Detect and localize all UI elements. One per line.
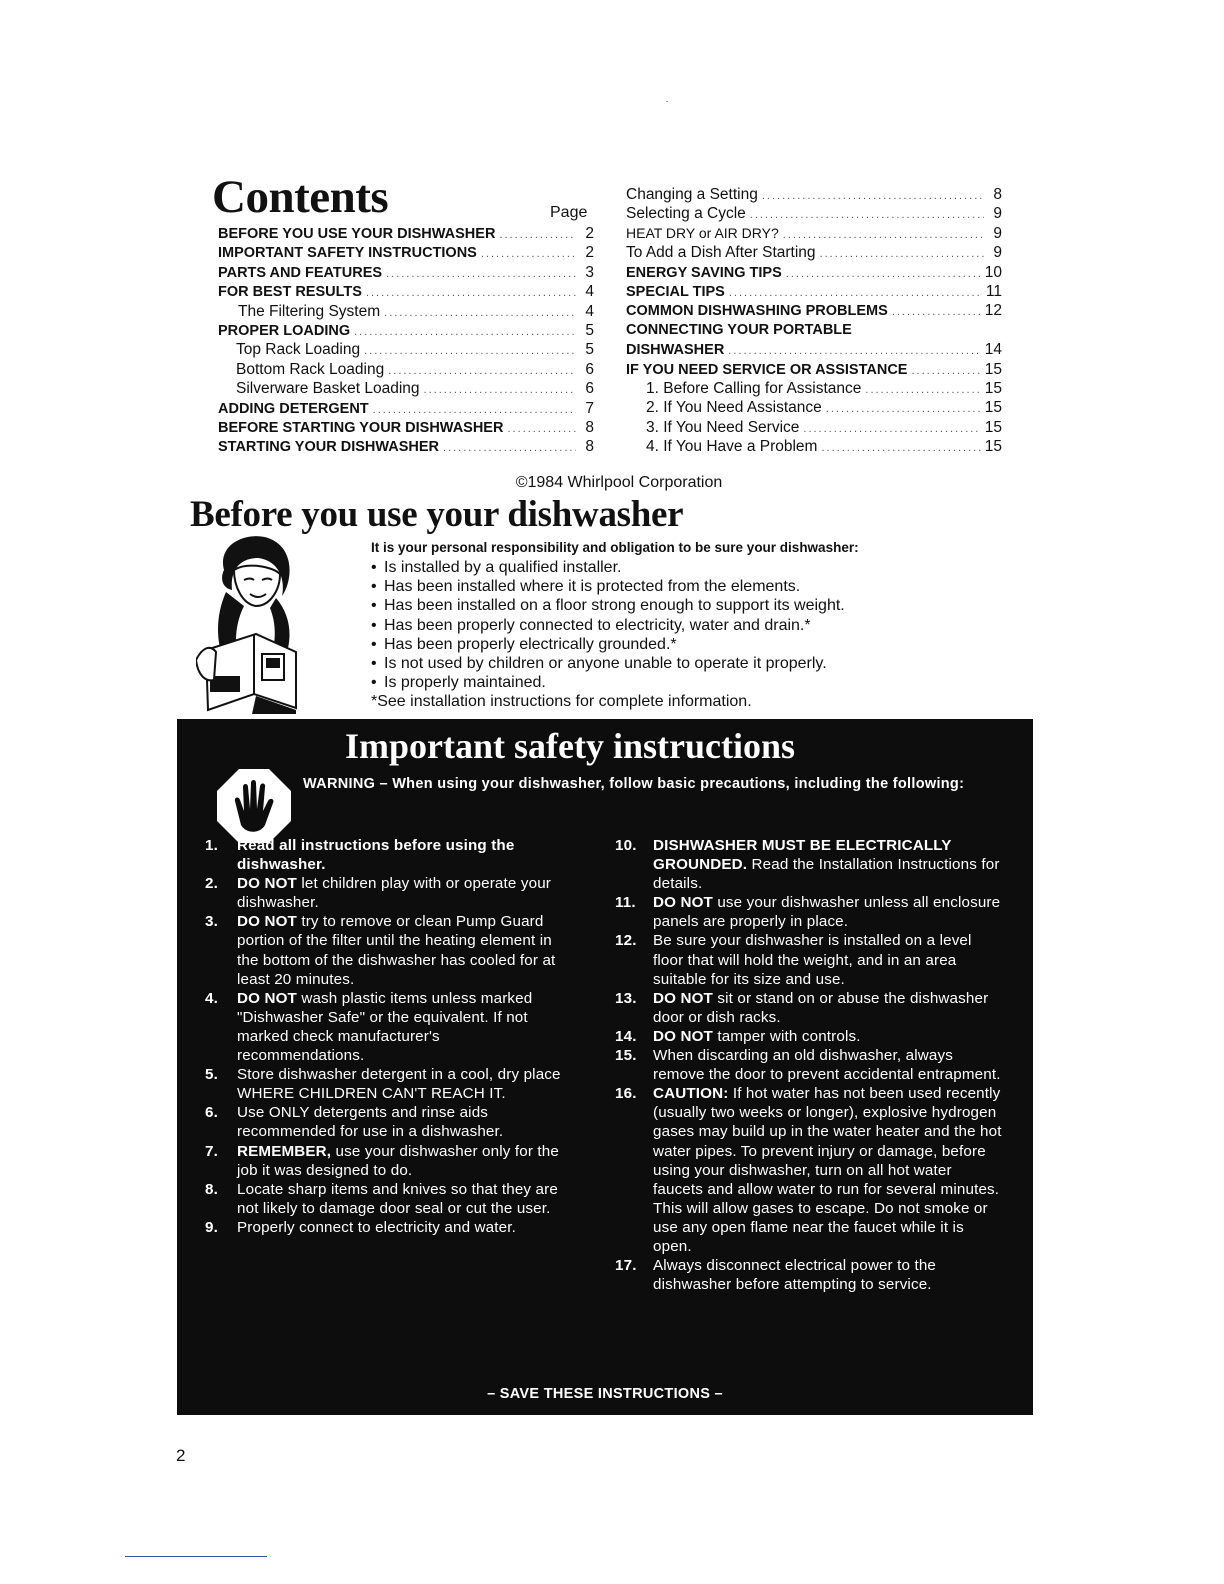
save-instructions-banner: – SAVE THESE INSTRUCTIONS –	[487, 1386, 723, 1402]
safety-item-body: sit or stand on or abuse the dishwasher door or dish racks.	[653, 989, 989, 1026]
toc-entry	[218, 303, 594, 322]
toc-entry-title: ADDING DETERGENT	[218, 400, 369, 417]
toc-entry-page: 7	[585, 399, 594, 417]
safety-item-text	[653, 1084, 1005, 1256]
toc-entry-title: Selecting a Cycle	[626, 205, 746, 223]
safety-item-text	[237, 836, 565, 874]
toc-entry-title: To Add a Dish After Starting	[626, 244, 816, 262]
safety-item-body: Store dishwasher detergent in a cool, dry place WHERE CHILDREN CAN'T REACH IT.	[237, 1066, 561, 1103]
toc-entry-title: Changing a Setting	[626, 186, 758, 203]
toc-entry-title: 4. If You Have a Problem	[646, 438, 818, 456]
toc-entry	[218, 400, 594, 419]
toc-dot-leader	[892, 306, 981, 318]
safety-item-emphasis: DO NOT	[653, 1027, 713, 1045]
toc-entry-page: 8	[993, 186, 1002, 203]
toc-entry-page: 9	[993, 224, 1002, 242]
toc-dot-leader	[384, 307, 576, 319]
safety-item-number: 4.	[205, 989, 218, 1007]
toc-entry	[218, 341, 594, 360]
toc-entry	[218, 264, 594, 283]
toc-dot-leader	[507, 423, 576, 435]
responsibility-item	[371, 636, 1051, 655]
toc-entry-page: 15	[984, 418, 1002, 436]
safety-item	[615, 989, 1005, 1027]
toc-entry-page: 9	[993, 205, 1002, 223]
toc-entry-page: 9	[993, 244, 1002, 262]
toc-dot-leader	[354, 326, 576, 338]
responsibility-item-text: Has been installed where it is protected from the elements.	[384, 578, 801, 596]
woman-reading-manual-illustration	[196, 530, 300, 714]
toc-entry	[218, 419, 594, 438]
responsibility-item	[371, 617, 1051, 636]
safety-item-number: 17.	[615, 1257, 637, 1275]
safety-item-body: use your dishwasher unless all enclosure panels are properly in place.	[653, 894, 1001, 931]
responsibility-item	[371, 559, 1051, 578]
responsibility-item-text: Is properly maintained.	[384, 674, 546, 692]
safety-item	[615, 1027, 1005, 1046]
safety-item-text	[237, 1218, 565, 1237]
bottom-rule	[125, 1556, 267, 1557]
toc-entry-title: Top Rack Loading	[236, 341, 361, 359]
toc-dot-leader	[821, 442, 980, 454]
toc-dot-leader	[481, 248, 576, 260]
toc-dot-leader	[424, 384, 576, 396]
toc-dot-leader	[366, 287, 576, 299]
toc-dot-leader	[783, 229, 984, 241]
safety-item-number: 15.	[615, 1047, 637, 1065]
safety-item-body: try to remove or clean Pump Guard portion of the filter until the heating element in the bottom of the dishwasher has cooled for at least 20 minutes.	[237, 913, 556, 988]
safety-item-number: 2.	[205, 875, 218, 893]
toc-entry-title: COMMON DISHWASHING PROBLEMS	[626, 303, 888, 320]
safety-item-body: If hot water has not been used recently (usually two weeks or longer), explosive hydrogen gases may build up in the water heater and the hot water pipes. To prevent injury or damage, before using your dishwasher, turn on all hot water faucets and allow water to run for several minutes. This will allow gases to escape. Do not smoke or use any open flame near the faucet while it is open.	[653, 1085, 1002, 1255]
bullet-icon: •	[371, 654, 377, 672]
toc-entry	[626, 322, 1002, 341]
responsibility-item	[371, 578, 1051, 597]
toc-entry-page: 4	[585, 283, 594, 301]
toc-entry	[218, 244, 594, 263]
responsibility-item	[371, 674, 1051, 693]
responsibility-list	[371, 559, 1051, 693]
safety-item-emphasis: REMEMBER,	[237, 1142, 332, 1160]
safety-item-text	[237, 1103, 565, 1141]
responsibility-item	[371, 597, 1051, 616]
safety-item-number: 6.	[205, 1104, 218, 1122]
toc-entry-title: CONNECTING YOUR PORTABLE	[626, 321, 852, 338]
safety-item-emphasis: DISHWASHER MUST BE ELECTRICALLY GROUNDED.	[653, 837, 952, 874]
responsibility-block	[371, 540, 1051, 712]
safety-item-text	[237, 1142, 565, 1180]
safety-item-number: 7.	[205, 1142, 218, 1160]
toc-dot-leader	[364, 345, 576, 357]
toc-entry-title: Bottom Rack Loading	[236, 360, 385, 378]
responsibility-item-text: Is installed by a qualified installer.	[384, 559, 622, 576]
safety-item-number: 11.	[615, 894, 636, 912]
safety-item-text	[653, 1027, 1005, 1046]
safety-item	[615, 931, 1005, 988]
toc-entry-title: BEFORE YOU USE YOUR DISHWASHER	[218, 226, 496, 242]
page-number: 2	[176, 1446, 186, 1465]
safety-item-emphasis: DO NOT	[237, 875, 297, 893]
safety-item-number: 9.	[205, 1218, 218, 1236]
safety-item-number: 13.	[615, 989, 637, 1007]
toc-entry	[626, 264, 1002, 283]
safety-item-text	[653, 989, 1005, 1027]
safety-item-text	[237, 1065, 565, 1103]
toc-entry-page: 5	[585, 321, 594, 339]
responsibility-item-text: Has been installed on a floor strong enough to support its weight.	[384, 597, 845, 615]
safety-item-emphasis: Read all instructions before using the dishwasher.	[237, 837, 515, 874]
safety-item	[615, 1046, 1005, 1084]
toc-dot-leader	[373, 404, 576, 416]
toc-entry-page: 14	[984, 341, 1002, 359]
safety-item-number: 14.	[615, 1027, 637, 1045]
toc-entry	[626, 419, 1002, 438]
toc-right-column	[626, 186, 1002, 457]
toc-entry	[218, 438, 594, 457]
safety-item-text	[653, 893, 1005, 931]
toc-entry-page: 15	[984, 379, 1002, 397]
toc-entry	[626, 341, 1002, 360]
toc-entry	[218, 283, 594, 302]
toc-entry-page: 12	[984, 302, 1002, 320]
safety-item-body: Properly connect to electricity and water.	[237, 1218, 516, 1236]
toc-entry	[626, 244, 1002, 263]
safety-item	[205, 1142, 565, 1180]
toc-entry-title: 3. If You Need Service	[646, 418, 800, 436]
toc-entry-page: 15	[984, 399, 1002, 417]
safety-item	[615, 1084, 1005, 1256]
toc-entry-page: 8	[585, 418, 594, 436]
safety-item-number: 5.	[205, 1066, 218, 1084]
toc-entry-page: 2	[585, 225, 594, 242]
safety-item-body: When discarding an old dishwasher, always remove the door to prevent accidental entrapment.	[653, 1047, 1001, 1084]
toc-dot-leader	[820, 248, 984, 260]
toc-entry	[218, 322, 594, 341]
safety-item-body: use your dishwasher only for the job it was designed to do.	[237, 1142, 559, 1179]
safety-item	[205, 1103, 565, 1141]
toc-dot-leader	[388, 365, 576, 377]
toc-entry-page: 2	[585, 244, 594, 262]
safety-item	[205, 1218, 565, 1237]
before-use-title: Before you use your dishwasher	[190, 494, 684, 535]
safety-item-number: 16.	[615, 1085, 637, 1103]
toc-entry-page: 15	[984, 438, 1002, 456]
toc-entry	[626, 302, 1002, 321]
toc-entry	[626, 283, 1002, 302]
toc-entry-title: DISHWASHER	[626, 342, 725, 359]
toc-entry-page: 6	[585, 380, 594, 398]
safety-item-emphasis: DO NOT	[237, 989, 297, 1007]
toc-entry-title: STARTING YOUR DISHWASHER	[218, 439, 440, 456]
safety-item-text	[653, 931, 1005, 988]
bullet-icon: •	[371, 578, 377, 596]
toc-dot-leader	[762, 190, 984, 202]
toc-dot-leader	[499, 229, 576, 241]
toc-entry-page: 3	[585, 263, 594, 281]
toc-dot-leader	[750, 209, 984, 221]
responsibility-item-text: Is not used by children or anyone unable to operate it properly.	[384, 654, 827, 672]
toc-entry-title: SPECIAL TIPS	[626, 283, 725, 300]
safety-item	[205, 1065, 565, 1103]
bullet-icon: •	[371, 597, 377, 615]
safety-item	[615, 893, 1005, 931]
safety-item	[205, 989, 565, 1065]
toc-dot-leader	[865, 384, 980, 396]
safety-item-number: 10.	[615, 837, 637, 854]
safety-item-number: 3.	[205, 913, 218, 931]
responsibility-item-text: Has been properly electrically grounded.*	[384, 635, 677, 653]
safety-item-emphasis: DO NOT	[237, 913, 297, 931]
toc-dot-leader	[826, 403, 981, 415]
toc-entry-title: ENERGY SAVING TIPS	[626, 264, 782, 281]
safety-panel	[177, 719, 1033, 1415]
toc-entry-title: 1. Before Calling for Assistance	[646, 379, 862, 397]
toc-entry	[626, 186, 1002, 205]
safety-item-number: 1.	[205, 837, 218, 854]
safety-item-body: Locate sharp items and knives so that they are not likely to damage door seal or cut the user.	[237, 1180, 558, 1217]
toc-entry	[218, 380, 594, 399]
toc-left-column	[218, 225, 594, 458]
safety-item-body: tamper with controls.	[712, 1027, 861, 1045]
installation-footnote: *See installation instructions for complete information.	[371, 693, 752, 711]
bullet-icon: •	[371, 635, 377, 653]
safety-item-body: wash plastic items unless marked "Dishwasher Safe" or the equivalent. If not marked check manufacturer's recommendations.	[237, 989, 533, 1065]
page-column-label: Page	[550, 204, 588, 221]
toc-dot-leader	[729, 287, 982, 299]
safety-item-text	[653, 1256, 1005, 1294]
safety-item-text	[653, 836, 1005, 893]
responsibility-item	[371, 655, 1051, 674]
toc-entry-title: 2. If You Need Assistance	[646, 399, 822, 417]
contents-title: Contents	[212, 171, 389, 223]
toc-entry-title: FOR BEST RESULTS	[218, 284, 362, 301]
toc-entry	[218, 225, 594, 244]
copyright-notice: ©1984 Whirlpool Corporation	[515, 474, 723, 491]
toc-entry-title: PARTS AND FEATURES	[218, 264, 383, 281]
safety-item-text	[237, 989, 565, 1065]
toc-entry-page: 15	[984, 360, 1002, 378]
safety-item-emphasis: CAUTION:	[653, 1085, 729, 1103]
toc-entry	[626, 225, 1002, 244]
bullet-icon: •	[371, 559, 377, 576]
toc-entry-page: 8	[585, 438, 594, 456]
bullet-icon: •	[371, 616, 377, 634]
safety-item-number: 8.	[205, 1180, 218, 1198]
toc-dot-leader	[386, 268, 576, 280]
safety-item-text	[237, 1180, 565, 1218]
safety-item-emphasis: DO NOT	[653, 989, 713, 1007]
safety-item-text	[237, 912, 565, 988]
safety-item	[615, 1256, 1005, 1294]
safety-title: Important safety instructions	[345, 726, 795, 766]
safety-item	[205, 1180, 565, 1218]
toc-entry	[626, 380, 1002, 399]
safety-list-left	[205, 836, 565, 1237]
bullet-icon: •	[371, 674, 377, 692]
safety-item-text	[653, 1046, 1005, 1084]
toc-dot-leader	[786, 268, 981, 280]
toc-entry	[626, 205, 1002, 224]
safety-item-text	[237, 874, 565, 912]
toc-entry	[626, 438, 1002, 457]
toc-entry-title: HEAT DRY or AIR DRY?	[626, 224, 779, 241]
responsibility-item-text: Has been properly connected to electricity, water and drain.*	[384, 616, 811, 634]
safety-item	[205, 836, 565, 874]
toc-dot-leader	[443, 442, 576, 454]
safety-item-body: Read the Installation Instructions for details.	[653, 856, 1000, 893]
toc-entry	[626, 399, 1002, 418]
toc-dot-leader	[911, 365, 980, 377]
toc-entry-page: 11	[985, 282, 1002, 300]
responsibility-lead: It is your personal responsibility and obligation to be sure your dishwasher:	[371, 540, 859, 555]
toc-entry-page: 5	[585, 341, 594, 359]
safety-item-body: let children play with or operate your dishwasher.	[237, 875, 552, 912]
toc-entry-title: BEFORE STARTING YOUR DISHWASHER	[218, 419, 504, 436]
toc-entry	[626, 361, 1002, 380]
safety-item-body: Be sure your dishwasher is installed on a level floor that will hold the weight, and in an area suitable for its size and use.	[653, 932, 972, 988]
safety-item-body: Always disconnect electrical power to the dishwasher before attempting to service.	[653, 1257, 937, 1294]
toc-entry-title: The Filtering System	[238, 302, 381, 320]
toc-dot-leader	[728, 345, 980, 357]
safety-item-number: 12.	[615, 932, 637, 950]
toc-entry-title: Silverware Basket Loading	[236, 380, 420, 398]
toc-entry-page: 6	[585, 360, 594, 378]
safety-item	[205, 912, 565, 988]
toc-entry-title: PROPER LOADING	[218, 322, 351, 339]
safety-item-body: Use ONLY detergents and rinse aids recommended for use in a dishwasher.	[237, 1104, 504, 1141]
safety-list-right	[615, 836, 1005, 1294]
toc-entry-page: 4	[585, 302, 594, 320]
toc-dot-leader	[803, 423, 980, 435]
toc-entry-title: IMPORTANT SAFETY INSTRUCTIONS	[218, 245, 477, 262]
safety-item	[615, 836, 1005, 893]
toc-entry	[218, 361, 594, 380]
toc-entry-title: IF YOU NEED SERVICE OR ASSISTANCE	[626, 361, 908, 378]
warning-text: WARNING – When using your dishwasher, follow basic precautions, including the following:	[303, 776, 965, 792]
safety-item	[205, 874, 565, 912]
stop-hand-icon	[215, 767, 293, 845]
safety-item-emphasis: DO NOT	[653, 894, 713, 912]
scan-speck	[666, 101, 668, 102]
toc-entry-page: 10	[984, 263, 1002, 281]
